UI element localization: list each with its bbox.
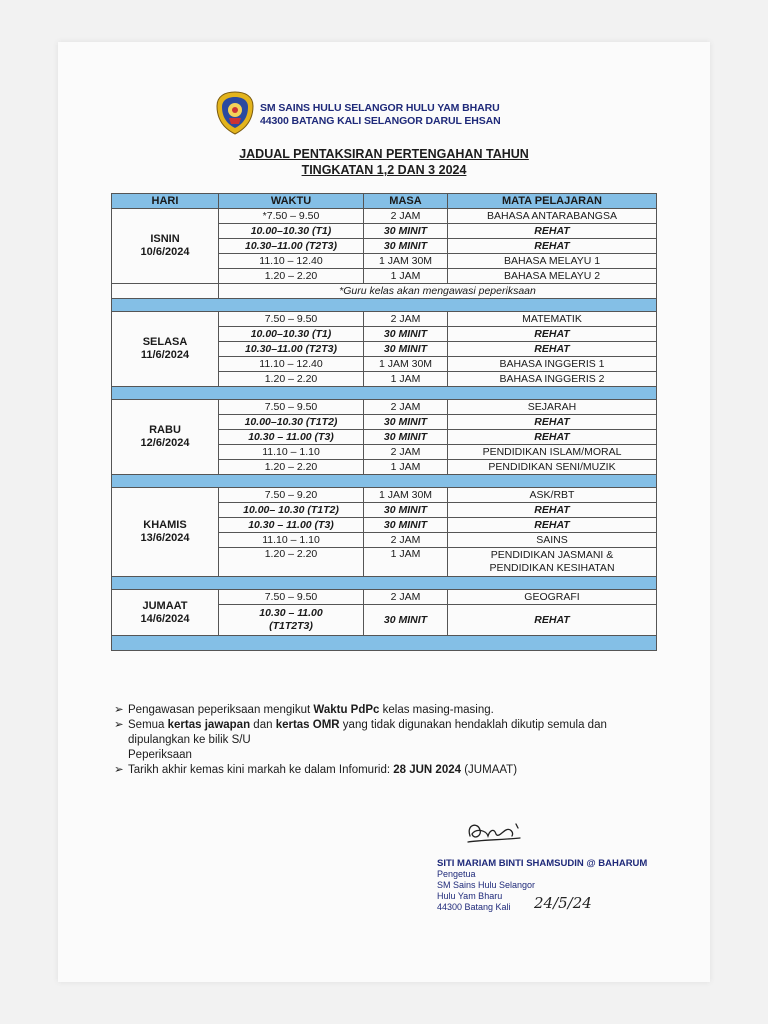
letterhead xyxy=(215,90,535,138)
separator-row xyxy=(112,577,657,590)
subject-cell: ASK/RBT xyxy=(448,488,657,503)
duration-cell: 1 JAM 30M xyxy=(364,254,448,269)
duration-cell: 1 JAM xyxy=(364,460,448,475)
separator-row xyxy=(112,387,657,400)
duration-cell: 30 MINIT xyxy=(364,430,448,445)
day-date: 11/6/2024 xyxy=(140,349,190,361)
subject-cell: BAHASA ANTARABANGSA xyxy=(448,209,657,224)
separator-row xyxy=(112,636,657,651)
duration-cell: 2 JAM xyxy=(364,533,448,548)
handwritten-date xyxy=(532,892,604,914)
header-hari: HARI xyxy=(112,194,219,209)
duration-cell: 1 JAM xyxy=(364,548,448,577)
table-row xyxy=(112,590,657,605)
duration-cell: 30 MINIT xyxy=(364,224,448,239)
arrow-bullet-icon: ➢ xyxy=(114,764,124,776)
time-cell: 7.50 – 9.50 xyxy=(219,312,364,327)
duration-cell: 2 JAM xyxy=(364,312,448,327)
day-date: 10/6/2024 xyxy=(140,246,190,258)
subject-cell: REHAT xyxy=(448,605,657,636)
time-cell: 1.20 – 2.20 xyxy=(219,269,364,284)
time-cell: 7.50 – 9.20 xyxy=(219,488,364,503)
time-cell: 7.50 – 9.50 xyxy=(219,400,364,415)
subject-cell: REHAT xyxy=(448,224,657,239)
day-cell xyxy=(112,488,219,577)
subject-cell: BAHASA MELAYU 2 xyxy=(448,269,657,284)
subject-cell: REHAT xyxy=(448,239,657,254)
day-cell xyxy=(112,590,219,636)
duration-cell: 30 MINIT xyxy=(364,415,448,430)
subject-cell: SAINS xyxy=(448,533,657,548)
day-date: 13/6/2024 xyxy=(140,532,190,544)
subject-cell: REHAT xyxy=(448,415,657,430)
day-cell xyxy=(112,400,219,475)
principal-address-3: 44300 Batang Kali xyxy=(437,902,511,912)
exam-schedule-table xyxy=(111,193,657,651)
duration-cell: 30 MINIT xyxy=(364,342,448,357)
school-address: 44300 BATANG KALI SELANGOR DARUL EHSAN xyxy=(260,115,501,127)
time-line-1: 10.30 – 11.00 xyxy=(259,607,323,619)
day-name: JUMAAT xyxy=(142,599,188,612)
subject-cell: SEJARAH xyxy=(448,400,657,415)
duration-cell: 2 JAM xyxy=(364,590,448,605)
subject-cell: REHAT xyxy=(448,327,657,342)
duration-cell: 1 JAM 30M xyxy=(364,357,448,372)
title-line-1: JADUAL PENTAKSIRAN PERTENGAHAN TAHUN xyxy=(239,147,529,161)
note-item: ➢ Tarikh akhir kemas kini markah ke dalam Infomurid: 28 JUN 2024 (JUMAAT) xyxy=(114,764,518,776)
subject-cell: REHAT xyxy=(448,503,657,518)
time-cell: 1.20 – 2.20 xyxy=(219,460,364,475)
time-cell: 11.10 – 12.40 xyxy=(219,254,364,269)
day-cell xyxy=(112,209,219,284)
subject-cell: BAHASA INGGERIS 2 xyxy=(448,372,657,387)
duration-cell: 2 JAM xyxy=(364,445,448,460)
time-cell: *7.50 – 9.50 xyxy=(219,209,364,224)
table-row xyxy=(112,400,657,415)
subject-cell: PENDIDIKAN SENI/MUZIK xyxy=(448,460,657,475)
header-masa: MASA xyxy=(364,194,448,209)
duration-cell: 30 MINIT xyxy=(364,518,448,533)
principal-signature xyxy=(428,818,528,848)
table-row xyxy=(112,284,657,299)
subject-cell: MATEMATIK xyxy=(448,312,657,327)
subject-cell: REHAT xyxy=(448,430,657,445)
time-cell: 1.20 – 2.20 xyxy=(219,548,364,577)
header-waktu: WAKTU xyxy=(219,194,364,209)
day-date: 12/6/2024 xyxy=(140,437,190,449)
subject-cell: BAHASA MELAYU 1 xyxy=(448,254,657,269)
subject-line-2: PENDIDIKAN KESIHATAN xyxy=(489,562,615,574)
school-name: SM SAINS HULU SELANGOR HULU YAM BHARU xyxy=(260,102,500,114)
day-name: KHAMIS xyxy=(143,519,187,531)
principal-role: Pengetua xyxy=(437,869,476,879)
time-cell: 1.20 – 2.20 xyxy=(219,372,364,387)
document-title xyxy=(0,146,768,178)
day-date: 14/6/2024 xyxy=(140,612,190,625)
time-cell: 7.50 – 9.50 xyxy=(219,590,364,605)
time-cell: 10.30 – 11.00 (T3) xyxy=(219,518,364,533)
table-row xyxy=(112,488,657,503)
duration-cell: 30 MINIT xyxy=(364,503,448,518)
principal-name: SITI MARIAM BINTI SHAMSUDIN @ BAHARUM xyxy=(437,858,648,869)
handwritten-date-text: 24/5/24 xyxy=(534,894,592,912)
table-row xyxy=(112,209,657,224)
arrow-bullet-icon: ➢ xyxy=(114,719,124,731)
duration-cell: 1 JAM xyxy=(364,269,448,284)
duration-cell: 1 JAM 30M xyxy=(364,488,448,503)
duration-cell: 2 JAM xyxy=(364,209,448,224)
note-item: ➢ Semua kertas jawapan dan kertas OMR yang tidak digunakan hendaklah dikutip semula dan dipulangkan ke bilik S/U Peperiksaan xyxy=(114,719,607,761)
subject-cell: REHAT xyxy=(448,342,657,357)
school-crest-logo xyxy=(215,90,255,136)
time-cell: 10.00– 10.30 (T1T2) xyxy=(219,503,364,518)
note-item: ➢ Pengawasan peperiksaan mengikut Waktu PdPc kelas masing-masing. xyxy=(114,704,494,716)
separator-row xyxy=(112,299,657,312)
time-cell: 10.30–11.00 (T2T3) xyxy=(219,239,364,254)
time-cell: 11.10 – 1.10 xyxy=(219,533,364,548)
duration-cell: 30 MINIT xyxy=(364,239,448,254)
separator-row xyxy=(112,475,657,488)
day-cell xyxy=(112,312,219,387)
table-row xyxy=(112,312,657,327)
time-cell: 10.00–10.30 (T1) xyxy=(219,224,364,239)
time-line-2: (T1T2T3) xyxy=(269,620,313,632)
day-name: RABU xyxy=(149,424,181,436)
time-cell: 10.00–10.30 (T1) xyxy=(219,327,364,342)
time-cell: 10.30 – 11.00 (T3) xyxy=(219,430,364,445)
supervision-note: *Guru kelas akan mengawasi peperiksaan xyxy=(219,284,657,299)
subject-line-1: PENDIDIKAN JASMANI & xyxy=(490,549,614,561)
subject-cell xyxy=(448,548,657,577)
subject-cell: BAHASA INGGERIS 1 xyxy=(448,357,657,372)
empty-cell xyxy=(112,284,219,299)
notes-list xyxy=(114,703,654,778)
time-cell: 10.00–10.30 (T1T2) xyxy=(219,415,364,430)
duration-cell: 2 JAM xyxy=(364,400,448,415)
principal-address-1: SM Sains Hulu Selangor xyxy=(437,880,536,890)
subject-cell: REHAT xyxy=(448,518,657,533)
duration-cell: 30 MINIT xyxy=(364,605,448,636)
table-header-row xyxy=(112,194,657,209)
time-cell: 10.30–11.00 (T2T3) xyxy=(219,342,364,357)
subject-cell: GEOGRAFI xyxy=(448,590,657,605)
arrow-bullet-icon: ➢ xyxy=(114,704,124,716)
time-cell: 11.10 – 12.40 xyxy=(219,357,364,372)
day-name: SELASA xyxy=(142,336,188,348)
time-cell: 11.10 – 1.10 xyxy=(219,445,364,460)
time-cell xyxy=(219,605,364,636)
header-mata-pelajaran: MATA PELAJARAN xyxy=(448,194,657,209)
title-line-2: TINGKATAN 1,2 DAN 3 2024 xyxy=(301,163,467,177)
principal-address-2: Hulu Yam Bharu xyxy=(437,891,503,901)
duration-cell: 30 MINIT xyxy=(364,327,448,342)
subject-cell: PENDIDIKAN ISLAM/MORAL xyxy=(448,445,657,460)
day-name: ISNIN xyxy=(150,233,180,245)
duration-cell: 1 JAM xyxy=(364,372,448,387)
